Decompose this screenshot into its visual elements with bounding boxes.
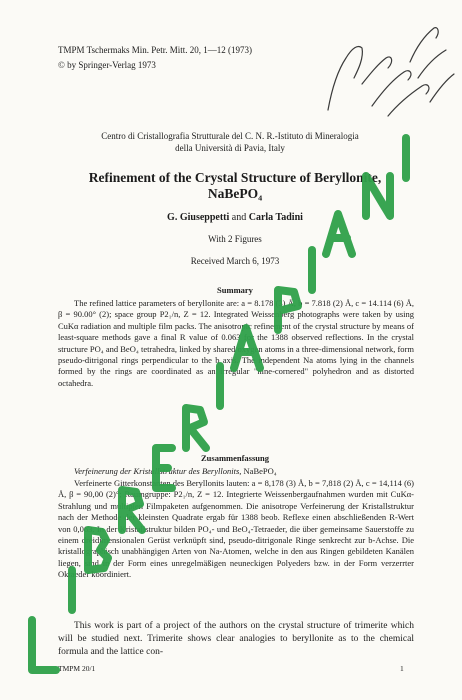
body-text: This work is part of a project of the authors on the crystal structure of trimerite which will be studied next. Trimerite shows clear analogies to beryllonite as to the chemical formula and the lattice con- xyxy=(58,621,414,657)
summary-heading: Summary xyxy=(217,285,253,295)
german-title-italic: Verfeinerung der Kristallstruktur des Beryllonits, xyxy=(74,466,242,476)
author-1: G. Giuseppetti xyxy=(167,212,230,223)
copyright-line: © by Springer-Verlag 1973 xyxy=(58,60,156,70)
german-title xyxy=(58,466,414,477)
institution-line-1: Centro di Cristallografia Strutturale del C. N. R.-Istituto di Mineralogia xyxy=(101,131,359,141)
page-number: 1 xyxy=(400,664,404,673)
paper-title-line-2: NaBePO₄ xyxy=(207,186,263,201)
footer-journal-ref: TMPM 20/1 xyxy=(58,664,96,673)
author-2: Carla Tadini xyxy=(248,212,303,223)
institution-line-2: della Università di Pavia, Italy xyxy=(175,143,285,153)
institution-block xyxy=(40,130,420,154)
received-date: Received March 6, 1973 xyxy=(190,256,280,266)
zusammenfassung-text: Verfeinerte Gitterkonstanten des Beryllonits lauten: a = 8,178 (3) Å, b = 7,818 (2) Å, c = 14,114 (6) Å, β = 90,00 (2)°; Raumgruppe: P2₁/n, Z = 12. Integrierte Weissenbergaufnahmen wurden mit CuKα-Strahlung und multiplen Filmpaketen aufgenommen. Die anisotrope Verfeinerung der Kristallstruktur nach der Methode der kleinsten Quadrate ergab für 1388 beob. Reflexe einen abschließenden R-Wert von 0,063. In der Kristallstruktur bilden PO₄- und BeO₄-Tetraeder, die über gemeinsame Sauerstoffe zu einem dreidimensionalen Gerüst verknüpft sind, pseudo-ditrigonale Ringe senkrecht zur b-Achse. Die kristallographisch unabhängigen Arten von Na-Atomen, welche in den aus Ringen gebildeten Kanälen liegen, sind in der Form eines unregelmäßigen neuneckigen Polyeders bzw. in der Form verzerrter Oktaeder koordiniert. xyxy=(58,478,414,580)
figures-note: With 2 Figures xyxy=(208,234,262,244)
german-title-formula: NaBePO₄ xyxy=(243,466,277,476)
zusammenfassung-heading: Zusammenfassung xyxy=(200,453,270,463)
paper-title xyxy=(40,170,430,202)
authors-and: and xyxy=(231,212,247,223)
paper-title-line-1: Refinement of the Crystal Structure of Beryllonite, xyxy=(88,170,382,185)
summary-text: The refined lattice parameters of beryllonite are: a = 8.178 (3) Å, b = 7.818 (2) Å, c = 14.114 (6) Å, β = 90.00° (2); space group P2₁/n, Z = 12. Integrated Weissenberg photographs were taken by using CuKα radiation and multiple film packs. The anisotropic refinement of the crystal structure by means of least-square methods gave a final R value of 0.063 for the 1388 observed reflections. In the crystal structure PO₄ and BeO₄ tetrahedra, linked by shared oxygen atoms in a three-dimensional network, form pseudo-ditrigonal rings perpendicular to the b axis. The independent Na atoms lying in the channels formed by the rings are coordinated as an irregular "nine-cornered" polyhedron and as distorted octahedra. xyxy=(58,298,414,388)
authors xyxy=(40,212,430,223)
journal-citation: TMPM Tschermaks Min. Petr. Mitt. 20, 1—12 (1973) xyxy=(58,45,252,55)
